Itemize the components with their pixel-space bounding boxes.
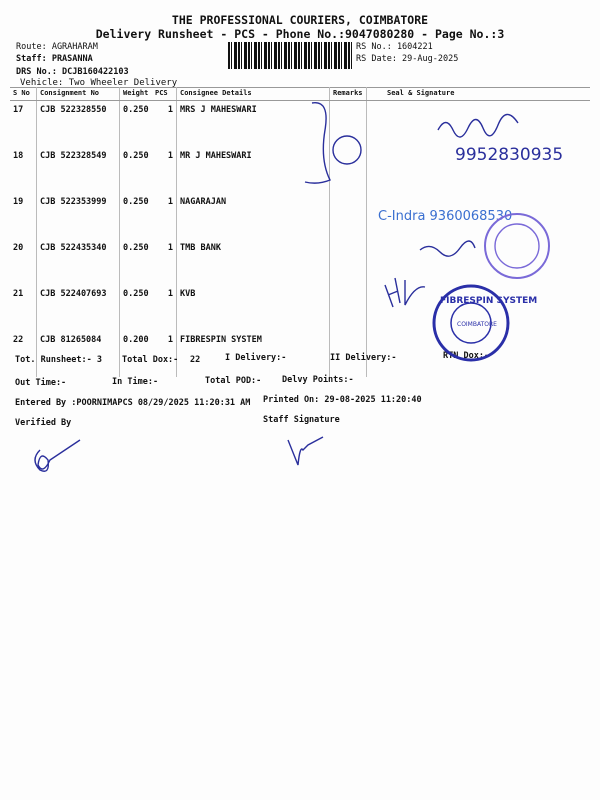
pcs-cell: 1 (152, 239, 177, 285)
verifier-signature (35, 440, 80, 471)
handwritten-phone2: C-Indra 9360068530 (378, 209, 513, 224)
svg-text:COIMBATORE: COIMBATORE (457, 321, 497, 328)
col-consignment: Consignment No (37, 88, 120, 101)
weight-cell: 0.250 (123, 151, 149, 161)
pcs-cell: 1 (152, 147, 177, 193)
signature-row20 (420, 241, 475, 256)
col-remarks: Remarks (330, 88, 367, 101)
vehicle: Vehicle: Two Wheeler Delivery (20, 78, 178, 88)
consignee-cell: NAGARAJAN (177, 193, 330, 239)
consignee-cell: FIBRESPIN SYSTEM (177, 331, 330, 377)
handwritten-phone1: 9952830935 (455, 145, 564, 165)
consignee-cell: KVB (177, 285, 330, 331)
weight-cell: 0.200 (123, 335, 149, 345)
staff: Staff: PRASANNA (16, 54, 93, 64)
weight-cell: 0.250 (123, 289, 149, 299)
sno-cell: 18 (10, 147, 37, 193)
col-seal: Seal & Signature (367, 88, 591, 101)
entered-by: Entered By :POORNIMAPCS 08/29/2025 11:20:31 AM (15, 398, 251, 408)
signature-row17 (438, 114, 518, 137)
consignee-cell: TMB BANK (177, 239, 330, 285)
weight-cell: 0.250 (123, 197, 149, 207)
col-weight: Weight (120, 88, 153, 101)
sno-cell: 20 (10, 239, 37, 285)
weight-cell: 0.250 (123, 105, 149, 115)
total-dox-value: 22 (190, 355, 201, 365)
company-title: THE PROFESSIONAL COURIERS, COIMBATORE (171, 13, 429, 27)
printed-on: Printed On: 29-08-2025 11:20:40 (263, 395, 422, 405)
bracket-mark (305, 103, 330, 183)
consignment-no-cell: CJB 522353999 (37, 193, 120, 239)
consignment-no-cell: CJB 522328549 (37, 147, 120, 193)
col-pcs: PCS (152, 88, 177, 101)
pcs-cell: 1 (152, 331, 177, 377)
consignee-cell: MR J MAHESWARI (177, 147, 330, 193)
drs-no: DRS No.: DCJB160422103 (16, 67, 129, 77)
tot-runsheet: Tot. Runsheet:- 3 (15, 355, 102, 365)
weight-cell: 0.250 (123, 243, 149, 253)
pcs-cell: 1 (152, 193, 177, 239)
consignment-no-cell: CJB 522328550 (37, 101, 120, 148)
staff-signature (288, 437, 323, 465)
svg-text:FIBRESPIN SYSTEM: FIBRESPIN SYSTEM (440, 296, 538, 306)
signature-row21 (385, 278, 425, 307)
verified-by: Verified By (15, 418, 72, 428)
rs-no: RS No.: 1604221 (356, 42, 433, 52)
sno-cell: 17 (10, 101, 37, 148)
rs-date: RS Date: 29-Aug-2025 (356, 54, 459, 64)
consignment-no-cell: CJB 522407693 (37, 285, 120, 331)
in-time: In Time:- (112, 377, 159, 387)
sno-cell: 22 (10, 331, 37, 377)
sno-cell: 21 (10, 285, 37, 331)
consignment-no-cell: CJB 81265084 (37, 331, 120, 377)
rtn-dox: RTN Dox:- (443, 351, 490, 361)
consignment-no-cell: CJB 522435340 (37, 239, 120, 285)
out-time: Out Time:- (15, 378, 67, 388)
delvy-points: Delvy Points:- (282, 375, 354, 385)
pcs-cell: 1 (152, 285, 177, 331)
staff-signature-label: Staff Signature (263, 415, 340, 425)
col-consignee: Consignee Details (177, 88, 330, 101)
col-sno: S No (10, 88, 37, 101)
total-dox: Total Dox:- (122, 355, 179, 365)
circled-2 (333, 136, 361, 164)
pcs-cell: 1 (152, 101, 177, 148)
consignee-cell: MRS J MAHESWARI (177, 101, 330, 148)
route: Route: AGRAHARAM (16, 42, 98, 52)
ii-delivery: II Delivery:- (330, 353, 397, 363)
i-delivery: I Delivery:- (225, 353, 287, 363)
total-pod: Total POD:- (205, 376, 262, 386)
runsheet-subtitle: Delivery Runsheet - PCS - Phone No.:9047080280 - Page No.:3 (95, 27, 505, 41)
sno-cell: 19 (10, 193, 37, 239)
